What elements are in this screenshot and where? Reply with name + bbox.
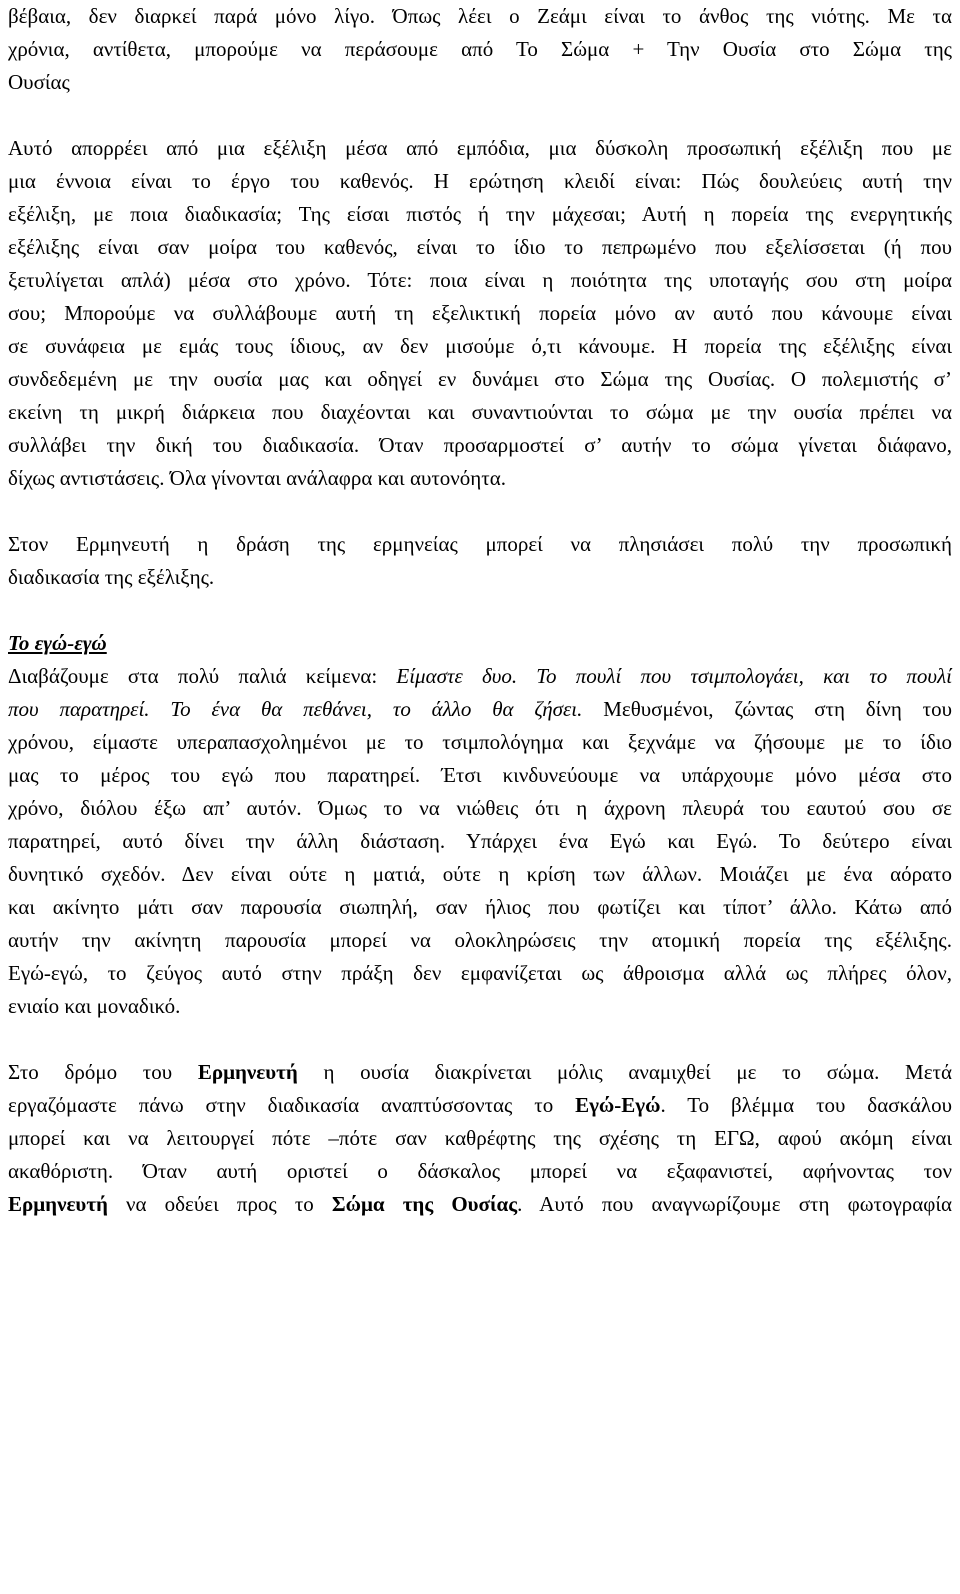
text-run: Στο δρόμο του	[8, 1060, 198, 1084]
text-run: ενιαίο και μοναδικό.	[8, 994, 181, 1018]
paragraph	[8, 1056, 952, 1221]
text-run: εξέλιξης είναι σαν μοίρα του καθενός, είναι το ίδιο το πεπρωμένο που εξελίσσεται (ή που	[8, 235, 952, 259]
text-line	[8, 1188, 952, 1221]
text-run: Εγώ-εγώ, το ζεύγος αυτό στην πράξη δεν εμφανίζεται ως άθροισμα αλλά ως πλήρες όλον,	[8, 961, 952, 985]
text-run: εργαζόμαστε πάνω στην διαδικασία αναπτύσσοντας το	[8, 1093, 576, 1117]
text-run: χρόνου, είμαστε υπεραπασχολημένοι με το τσιμπολόγημα και ξεχνάμε να ζήσουμε με το ίδιο	[8, 730, 952, 754]
text-run: να οδεύει προς το	[107, 1192, 332, 1216]
text-line	[8, 165, 952, 198]
text-run: ξετυλίγεται απλά) μέσα στο χρόνο. Τότε: ποια είναι η ποιότητα της υποταγής σου στη μοίρα	[8, 268, 952, 292]
text-line	[8, 825, 952, 858]
text-run: σε συνάφεια με εμάς τους ίδιους, αν δεν μισούμε ό,τι κάνουμε. Η πορεία της εξέλιξης είναι	[8, 334, 952, 358]
text-run: βέβαια, δεν διαρκεί παρά μόνο λίγο. Όπως λέει ο Ζεάμι είναι το άνθος της νιότης. Με τα	[8, 4, 952, 28]
text-line	[8, 1155, 952, 1188]
text-line	[8, 0, 952, 33]
text-line	[8, 429, 952, 462]
text-line	[8, 231, 952, 264]
text-line	[8, 990, 952, 1023]
text-line	[8, 792, 952, 825]
text-run: αυτήν την ακίνητη παρουσία μπορεί να ολοκληρώσεις την ατομική πορεία της εξέλιξης.	[8, 928, 952, 952]
heading-text: Το εγώ-εγώ	[8, 631, 107, 655]
text-run: και ακίνητο μάτι σαν παρουσία σιωπηλή, σαν ήλιος που φωτίζει και τίποτ’ άλλο. Κάτω από	[8, 895, 952, 919]
text-run: εκείνη τη μικρή διάρκεια που διαχέονται και συναντιούνται το σώμα με την ουσία πρέπει να	[8, 400, 952, 424]
text-run: Αυτό απορρέει από μια εξέλιξη μέσα από εμπόδια, μια δύσκολη προσωπική εξέλιξη που με	[8, 136, 952, 160]
text-run: διαδικασία της εξέλιξης.	[8, 565, 215, 589]
text-run: χρόνο, διόλου έξω απ’ αυτόν. Όμως το να νιώθεις ότι η άχρονη πλευρά του εαυτού σου σε	[8, 796, 952, 820]
paragraph	[8, 528, 952, 594]
text-line	[8, 924, 952, 957]
text-line	[8, 1122, 952, 1155]
text-run: συλλάβει την δική του διαδικασία. Όταν προσαρμοστεί σ’ αυτήν το σώμα γίνεται διάφανο,	[8, 433, 952, 457]
text-run: ακαθόριστη. Όταν αυτή οριστεί ο δάσκαλος μπορεί να εξαφανιστεί, αφήνοντας τον	[8, 1159, 952, 1183]
bold-term: Σώμα της Ουσίας	[331, 1192, 518, 1216]
text-line	[8, 462, 952, 495]
text-run: . Αυτό που αναγνωρίζουμε στη φωτογραφία	[517, 1192, 953, 1216]
text-line	[8, 957, 952, 990]
paragraph-gap	[8, 1023, 952, 1056]
text-run: εξέλιξη, με ποια διαδικασία; Της είσαι πιστός ή την μάχεσαι; Αυτή η πορεία της ενεργητικής	[8, 202, 952, 226]
text-run: δυνητικό σχεδόν. Δεν είναι ούτε η ματιά, ούτε η κρίση των άλλων. Μοιάζει με ένα αόρατο	[8, 862, 952, 886]
text-line	[8, 264, 952, 297]
paragraph-gap	[8, 99, 952, 132]
text-line	[8, 330, 952, 363]
quoted-text: που παρατηρεί. Το ένα θα πεθάνει, το άλλο θα ζήσει.	[8, 697, 583, 721]
text-line	[8, 891, 952, 924]
bold-term: Ερμηνευτή	[197, 1060, 298, 1084]
text-line	[8, 132, 952, 165]
text-line	[8, 297, 952, 330]
paragraph-gap	[8, 495, 952, 528]
text-run: χρόνια, αντίθετα, μπορούμε να περάσουμε από Το Σώμα + Την Ουσία στο Σώμα της	[8, 37, 952, 61]
text-line	[8, 660, 952, 693]
text-line	[8, 759, 952, 792]
text-run: σου; Μπορούμε να συλλάβουμε αυτή τη εξελικτική πορεία μόνο αν αυτό που κάνουμε είναι	[8, 301, 952, 325]
paragraph-gap	[8, 594, 952, 627]
text-run: Ουσίας	[8, 70, 70, 94]
text-line	[8, 198, 952, 231]
quoted-text: Είμαστε δυο. Το πουλί που τσιμπολογάει, και το πουλί	[396, 664, 952, 688]
text-run: Διαβάζουμε στα πολύ παλιά κείμενα:	[8, 664, 397, 688]
text-run: παρατηρεί, αυτό δίνει την άλλη διάσταση. Υπάρχει ένα Εγώ και Εγώ. Το δεύτερο είναι	[8, 829, 952, 853]
text-run: η ουσία διακρίνεται μόλις αναμιχθεί με το σώμα. Μετά	[297, 1060, 952, 1084]
text-line	[8, 1056, 952, 1089]
section	[8, 627, 952, 1023]
paragraph	[8, 132, 952, 495]
text-line	[8, 726, 952, 759]
text-run: μια έννοια είναι το έργο του καθενός. Η ερώτηση κλειδί είναι: Πώς δουλεύεις αυτή την	[8, 169, 952, 193]
text-line	[8, 33, 952, 66]
text-line	[8, 561, 952, 594]
text-line	[8, 1089, 952, 1122]
text-run: . Το βλέμμα του δασκάλου	[660, 1093, 953, 1117]
text-run: Στον Ερμηνευτή η δράση της ερμηνείας μπορεί να πλησιάσει πολύ την προσωπική	[8, 532, 952, 556]
text-line	[8, 528, 952, 561]
text-line	[8, 396, 952, 429]
bold-term: Εγώ-Εγώ	[575, 1093, 661, 1117]
text-line	[8, 858, 952, 891]
text-line	[8, 693, 952, 726]
text-run: μας το μέρος του εγώ που παρατηρεί. Έτσι κινδυνεύουμε να υπάρχουμε μόνο μέσα στο	[8, 763, 952, 787]
paragraph	[8, 0, 952, 99]
text-run: Μεθυσμένοι, ζώντας στη δίνη του	[582, 697, 952, 721]
text-run: μπορεί και να λειτουργεί πότε –πότε σαν καθρέφτης της σχέσης τη ΕΓΩ, αφού ακόμη είναι	[8, 1126, 952, 1150]
text-line	[8, 363, 952, 396]
section-heading	[8, 627, 952, 660]
text-line	[8, 66, 952, 99]
bold-term: Ερμηνευτή	[8, 1192, 108, 1216]
text-run: συνδεδεμένη με την ουσία μας και οδηγεί εν δυνάμει στο Σώμα της Ουσίας. Ο πολεμιστής σ’	[8, 367, 952, 391]
text-run: δίχως αντιστάσεις. Όλα γίνονται ανάλαφρα και αυτονόητα.	[8, 466, 506, 490]
